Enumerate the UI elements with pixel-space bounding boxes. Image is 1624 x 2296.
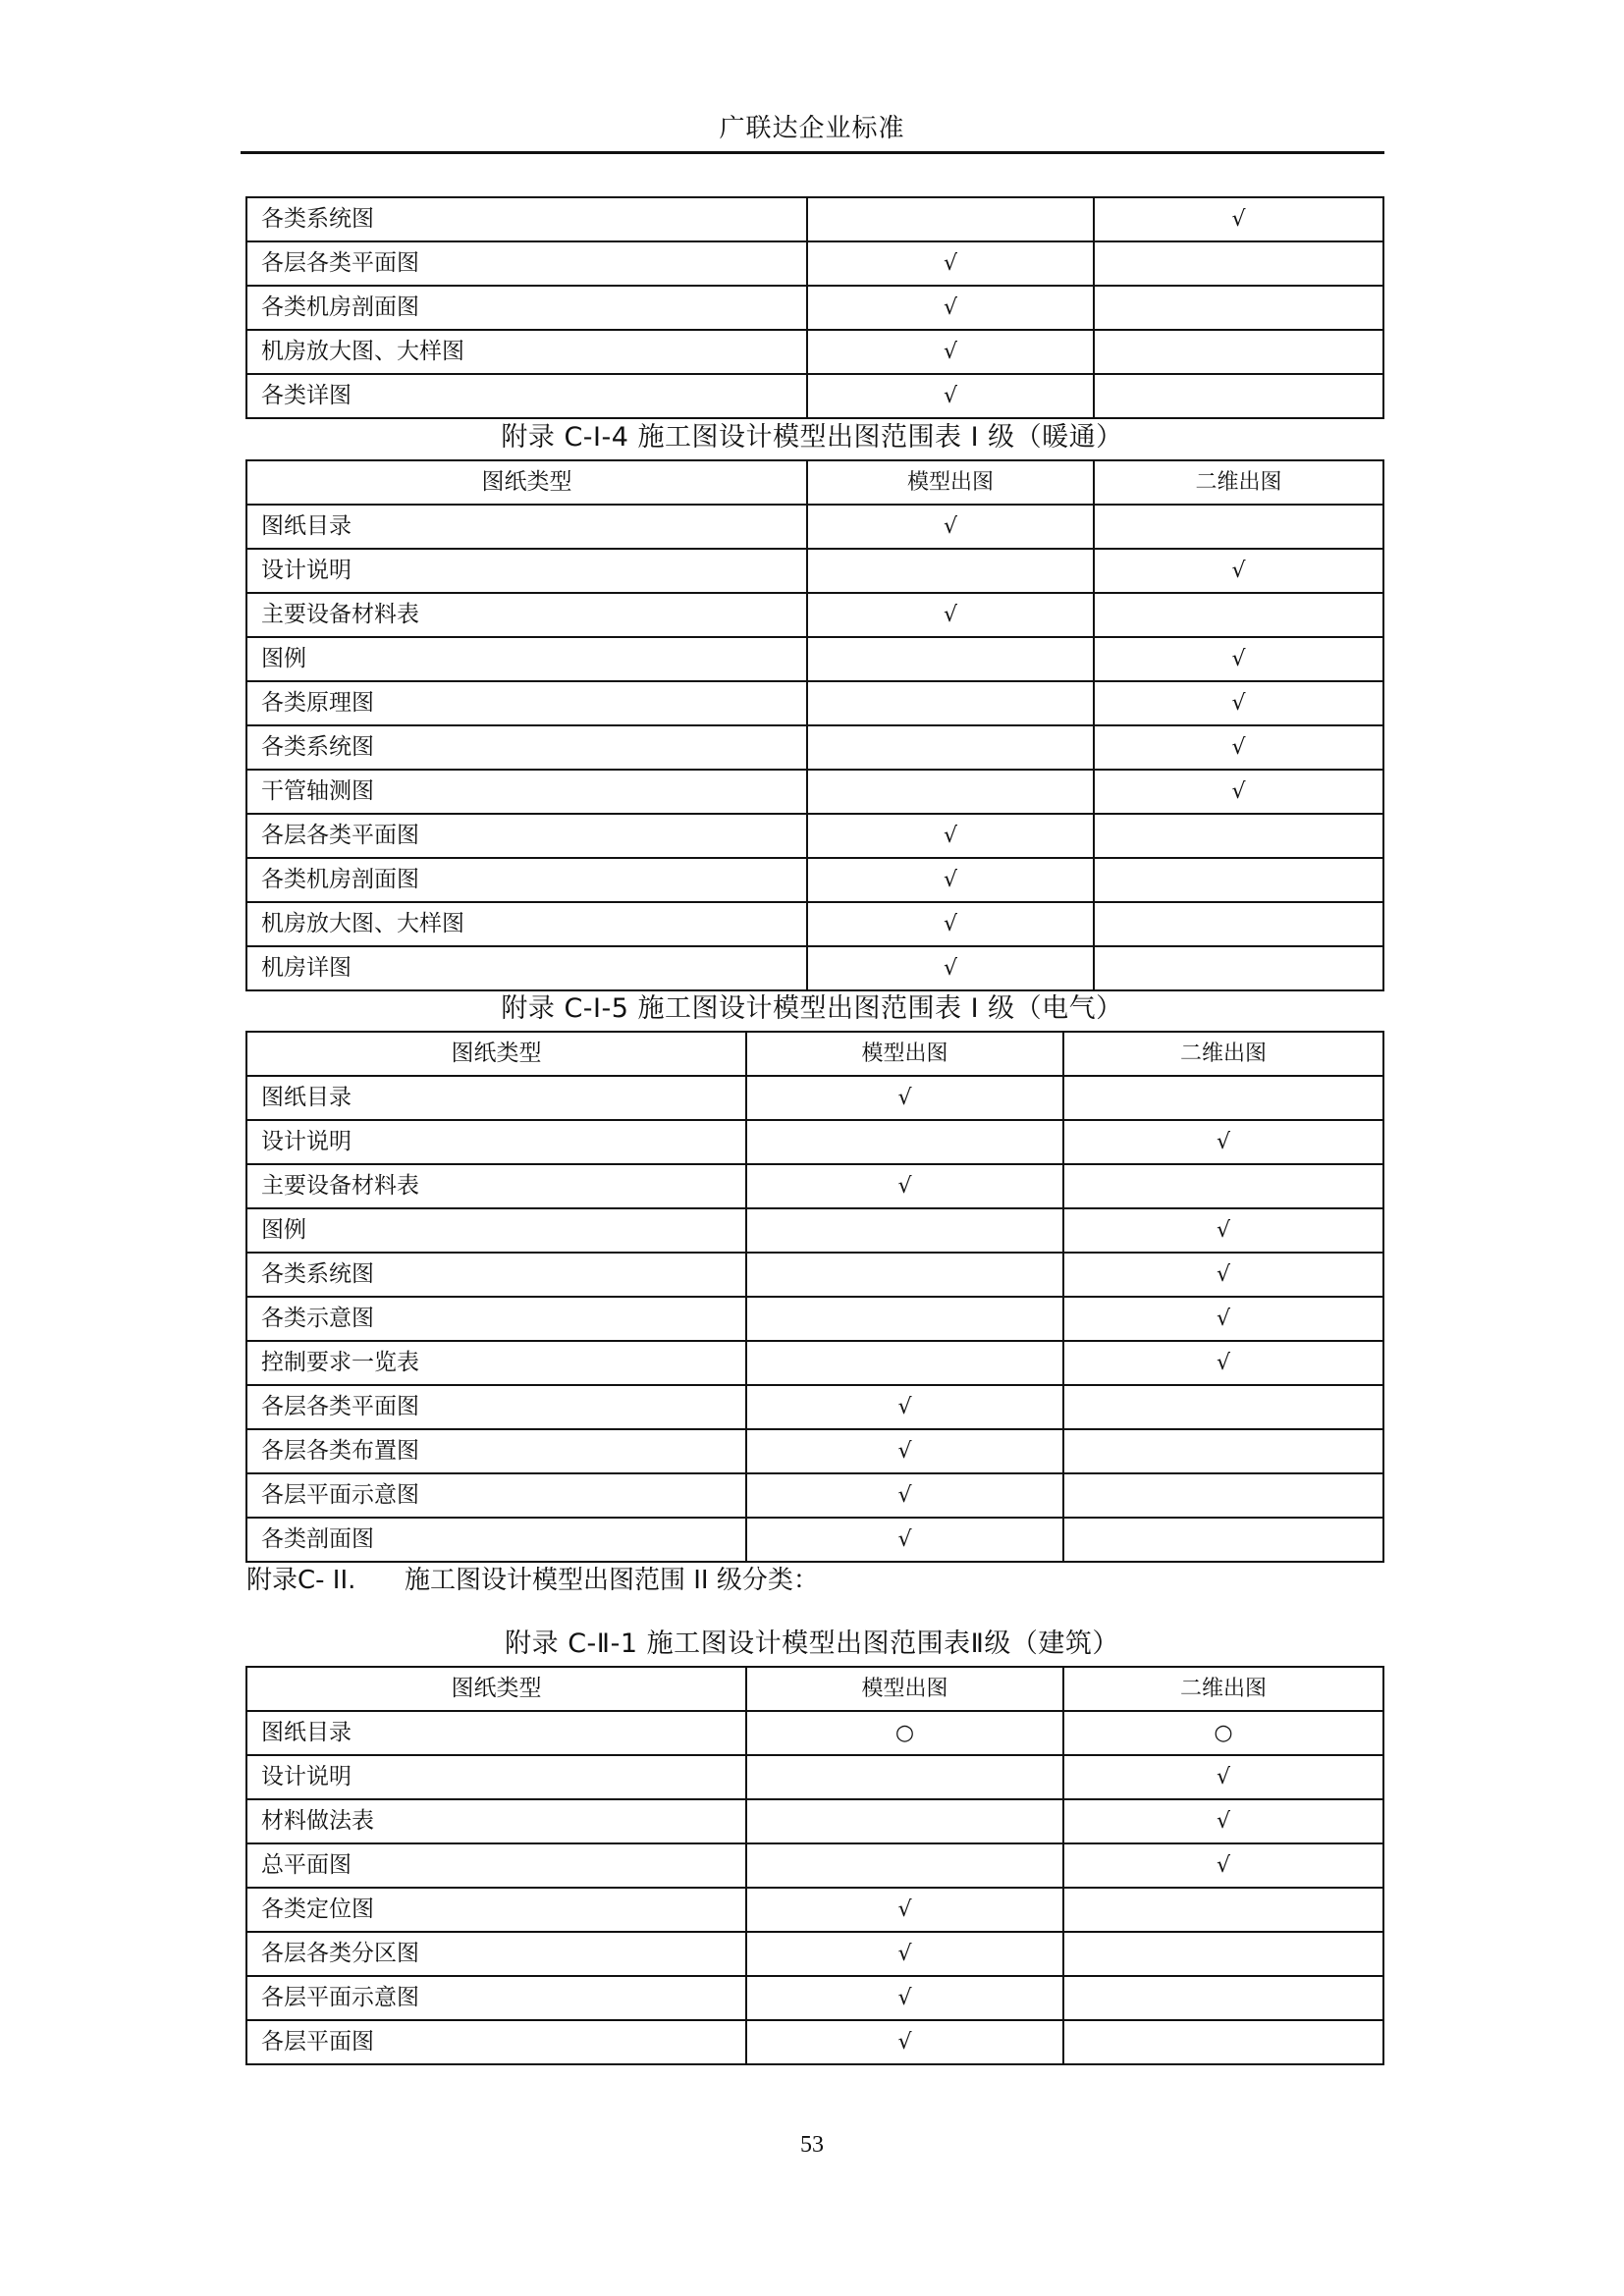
table-row (246, 1932, 1383, 1976)
model-output-cell (746, 1120, 1063, 1164)
two-d-output-cell (1094, 330, 1383, 374)
table-row (246, 1843, 1383, 1888)
drawing-type-cell: 总平面图 (246, 1843, 746, 1888)
model-output-cell (807, 770, 1094, 814)
drawing-type-cell: 机房放大图、大样图 (246, 330, 807, 374)
model-output-cell: √ (746, 2020, 1063, 2064)
model-output-cell: √ (746, 1429, 1063, 1473)
drawing-type-cell: 图例 (246, 637, 807, 681)
two-d-output-cell (1094, 858, 1383, 902)
two-d-output-cell: √ (1063, 1208, 1383, 1253)
model-output-cell: √ (807, 330, 1094, 374)
table-row (246, 2020, 1383, 2064)
two-d-output-cell (1063, 1976, 1383, 2020)
drawing-type-cell: 各层平面图 (246, 2020, 746, 2064)
model-output-cell: √ (807, 505, 1094, 549)
two-d-output-cell (1063, 1076, 1383, 1120)
column-header-2d-output: 二维出图 (1063, 1032, 1383, 1076)
table-row (246, 374, 1383, 418)
table-row (246, 549, 1383, 593)
model-output-cell: √ (746, 1518, 1063, 1562)
column-header-drawing-type: 图纸类型 (246, 460, 807, 505)
model-output-cell: ○ (746, 1711, 1063, 1755)
two-d-output-cell: √ (1094, 725, 1383, 770)
table-row (246, 286, 1383, 330)
drawing-type-cell: 机房详图 (246, 946, 807, 990)
model-output-cell (807, 725, 1094, 770)
two-d-output-cell: √ (1063, 1341, 1383, 1385)
drawing-type-cell: 图纸目录 (246, 1076, 746, 1120)
table-row (246, 725, 1383, 770)
table-row (246, 1976, 1383, 2020)
column-header-drawing-type: 图纸类型 (246, 1667, 746, 1711)
model-output-cell: √ (807, 286, 1094, 330)
model-output-cell: √ (746, 1976, 1063, 2020)
column-header-model-output: 模型出图 (807, 460, 1094, 505)
model-output-cell (746, 1253, 1063, 1297)
table-row (246, 1341, 1383, 1385)
two-d-output-cell: √ (1094, 681, 1383, 725)
drawing-type-cell: 主要设备材料表 (246, 1164, 746, 1208)
drawing-type-cell: 各类机房剖面图 (246, 286, 807, 330)
drawing-type-cell: 各层平面示意图 (246, 1473, 746, 1518)
drawing-type-cell: 机房放大图、大样图 (246, 902, 807, 946)
table-row (246, 770, 1383, 814)
drawing-type-cell: 各类剖面图 (246, 1518, 746, 1562)
two-d-output-cell (1094, 593, 1383, 637)
two-d-output-cell: √ (1094, 770, 1383, 814)
two-d-output-cell (1094, 946, 1383, 990)
table-row (246, 858, 1383, 902)
two-d-output-cell (1063, 1932, 1383, 1976)
model-output-cell: √ (746, 1932, 1063, 1976)
caption-c2-1: 附录 C-Ⅱ-1 施工图设计模型出图范围表Ⅱ级（建筑） (505, 1629, 1119, 1659)
model-output-cell: √ (807, 946, 1094, 990)
model-output-cell (746, 1755, 1063, 1799)
model-output-cell: √ (746, 1473, 1063, 1518)
model-output-cell: √ (807, 593, 1094, 637)
model-output-cell: √ (746, 1076, 1063, 1120)
table-row (246, 1253, 1383, 1297)
table-row (246, 1799, 1383, 1843)
table-c1-4-hvac (245, 459, 1384, 991)
model-output-cell (807, 681, 1094, 725)
drawing-type-cell: 各层各类布置图 (246, 1429, 746, 1473)
model-output-cell (746, 1297, 1063, 1341)
two-d-output-cell: √ (1094, 197, 1383, 241)
drawing-type-cell: 各类原理图 (246, 681, 807, 725)
section-heading-c2: 附录C- II. 施工图设计模型出图范围 II 级分类： (246, 1566, 819, 1595)
table-c1-5-electrical (245, 1031, 1384, 1563)
table-row (246, 814, 1383, 858)
drawing-type-cell: 各层各类分区图 (246, 1932, 746, 1976)
table-row (246, 1755, 1383, 1799)
two-d-output-cell: √ (1063, 1755, 1383, 1799)
table-header-row (246, 460, 1383, 505)
drawing-type-cell: 各类系统图 (246, 1253, 746, 1297)
table-row (246, 1297, 1383, 1341)
drawing-type-cell: 各层平面示意图 (246, 1976, 746, 2020)
model-output-cell: √ (746, 1888, 1063, 1932)
table-row (246, 593, 1383, 637)
model-output-cell (746, 1208, 1063, 1253)
model-output-cell: √ (807, 814, 1094, 858)
drawing-type-cell: 控制要求一览表 (246, 1341, 746, 1385)
column-header-model-output: 模型出图 (746, 1667, 1063, 1711)
two-d-output-cell: √ (1063, 1843, 1383, 1888)
model-output-cell (807, 637, 1094, 681)
table-row (246, 1429, 1383, 1473)
model-output-cell: √ (746, 1164, 1063, 1208)
two-d-output-cell: ○ (1063, 1711, 1383, 1755)
table-row (246, 1076, 1383, 1120)
column-header-2d-output: 二维出图 (1094, 460, 1383, 505)
table-header-row (246, 1667, 1383, 1711)
two-d-output-cell (1063, 2020, 1383, 2064)
drawing-type-cell: 各层各类平面图 (246, 814, 807, 858)
table-continued (245, 196, 1384, 419)
drawing-type-cell: 图例 (246, 1208, 746, 1253)
model-output-cell: √ (807, 241, 1094, 286)
drawing-type-cell: 各层各类平面图 (246, 241, 807, 286)
table-row (246, 330, 1383, 374)
two-d-output-cell: √ (1063, 1799, 1383, 1843)
drawing-type-cell: 设计说明 (246, 1755, 746, 1799)
drawing-type-cell: 图纸目录 (246, 1711, 746, 1755)
model-output-cell: √ (807, 858, 1094, 902)
page-header-title: 广联达企业标准 (719, 114, 905, 143)
model-output-cell (746, 1843, 1063, 1888)
table-row (246, 241, 1383, 286)
drawing-type-cell: 各类机房剖面图 (246, 858, 807, 902)
two-d-output-cell: √ (1063, 1120, 1383, 1164)
table-row (246, 1888, 1383, 1932)
two-d-output-cell (1094, 241, 1383, 286)
drawing-type-cell: 材料做法表 (246, 1799, 746, 1843)
page-number: 53 (800, 2132, 824, 2158)
two-d-output-cell: √ (1094, 549, 1383, 593)
two-d-output-cell (1094, 814, 1383, 858)
two-d-output-cell (1094, 286, 1383, 330)
two-d-output-cell (1063, 1473, 1383, 1518)
two-d-output-cell (1094, 505, 1383, 549)
column-header-drawing-type: 图纸类型 (246, 1032, 746, 1076)
table-row (246, 637, 1383, 681)
drawing-type-cell: 设计说明 (246, 549, 807, 593)
caption-c1-5: 附录 C-I-5 施工图设计模型出图范围表 I 级（电气） (501, 993, 1123, 1024)
two-d-output-cell (1063, 1429, 1383, 1473)
table-row (246, 1385, 1383, 1429)
table-row (246, 1164, 1383, 1208)
table-row (246, 1473, 1383, 1518)
table-row (246, 1120, 1383, 1164)
two-d-output-cell (1063, 1518, 1383, 1562)
table-c2-1-architecture (245, 1666, 1384, 2065)
drawing-type-cell: 各类示意图 (246, 1297, 746, 1341)
model-output-cell (807, 549, 1094, 593)
table-row (246, 1711, 1383, 1755)
table-row (246, 505, 1383, 549)
drawing-type-cell: 各类详图 (246, 374, 807, 418)
two-d-output-cell (1063, 1888, 1383, 1932)
column-header-2d-output: 二维出图 (1063, 1667, 1383, 1711)
two-d-output-cell: √ (1063, 1253, 1383, 1297)
two-d-output-cell (1094, 902, 1383, 946)
model-output-cell: √ (807, 902, 1094, 946)
drawing-type-cell: 各类系统图 (246, 725, 807, 770)
two-d-output-cell (1063, 1164, 1383, 1208)
model-output-cell (807, 197, 1094, 241)
drawing-type-cell: 各层各类平面图 (246, 1385, 746, 1429)
drawing-type-cell: 设计说明 (246, 1120, 746, 1164)
drawing-type-cell: 各类定位图 (246, 1888, 746, 1932)
two-d-output-cell: √ (1063, 1297, 1383, 1341)
two-d-output-cell (1063, 1385, 1383, 1429)
drawing-type-cell: 各类系统图 (246, 197, 807, 241)
drawing-type-cell: 图纸目录 (246, 505, 807, 549)
model-output-cell: √ (746, 1385, 1063, 1429)
model-output-cell: √ (807, 374, 1094, 418)
header-rule (241, 151, 1384, 154)
table-row (246, 197, 1383, 241)
table-row (246, 1518, 1383, 1562)
caption-c1-4: 附录 C-I-4 施工图设计模型出图范围表 I 级（暖通） (501, 422, 1123, 453)
two-d-output-cell (1094, 374, 1383, 418)
drawing-type-cell: 主要设备材料表 (246, 593, 807, 637)
table-row (246, 902, 1383, 946)
model-output-cell (746, 1341, 1063, 1385)
table-row (246, 681, 1383, 725)
column-header-model-output: 模型出图 (746, 1032, 1063, 1076)
model-output-cell (746, 1799, 1063, 1843)
drawing-type-cell: 干管轴测图 (246, 770, 807, 814)
table-row (246, 1208, 1383, 1253)
table-row (246, 946, 1383, 990)
table-header-row (246, 1032, 1383, 1076)
two-d-output-cell: √ (1094, 637, 1383, 681)
